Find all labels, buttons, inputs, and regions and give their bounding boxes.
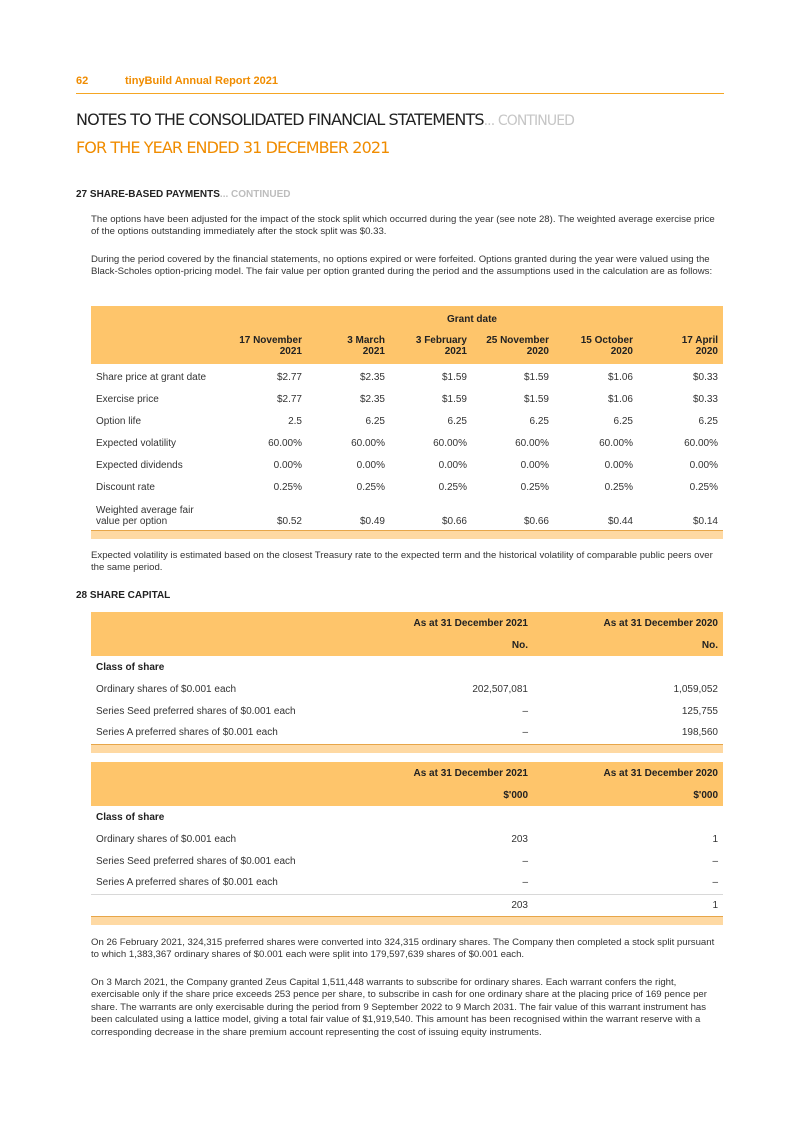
grant-date-header-row	[91, 306, 723, 328]
table-cell: 60.00%	[684, 438, 718, 449]
total-row	[91, 894, 723, 916]
table-cell: 0.00%	[604, 460, 633, 471]
row-label	[91, 452, 221, 474]
grant-date-group-header: Grant date	[446, 313, 497, 325]
table-cell: 6.25	[447, 416, 467, 427]
table-cell: –	[712, 855, 718, 867]
table-cell: $0.33	[692, 372, 718, 383]
column-header-line: 2020	[695, 346, 718, 357]
table-cell: 60.00%	[268, 438, 302, 449]
table-cell: –	[522, 877, 528, 889]
section-27-paragraph-1: The options have been adjusted for the impact of the stock split which occurred during the year (see note 28). The weighted average exercise price of the options outstanding immediately after the stock split was $0.33.	[91, 214, 715, 238]
share-capital-unit-row	[91, 634, 723, 656]
table-cell: 203	[511, 833, 528, 845]
section-27-note: Expected volatility is estimated based on the closest Treasury rate to the expected term and the historical volatility of comparable public peers over the same period.	[91, 550, 713, 574]
section-28-heading: 28 SHARE CAPITAL	[76, 590, 171, 601]
grant-date-column-header	[554, 328, 638, 364]
unit-header-2021: $'000	[503, 789, 528, 801]
table-footer-band	[91, 530, 723, 539]
report-title: tinyBuild Annual Report 2021	[125, 75, 279, 87]
row-label	[91, 364, 221, 386]
page-subtitle: FOR THE YEAR ENDED 31 DECEMBER 2021	[76, 138, 390, 157]
table-row	[91, 678, 723, 700]
table-cell: 0.25%	[520, 482, 549, 493]
grant-date-column-header	[638, 328, 723, 364]
table-cell: 6.25	[613, 416, 633, 427]
table-footer-band	[91, 744, 723, 753]
row-label-line: value per option	[96, 515, 168, 527]
section-28-paragraph-1: On 26 February 2021, 324,315 preferred shares were converted into 324,315 ordinary shares. The Company then completed a stock split pursuant to which 1,383,367 ordinary shares of $0.001 each were split into 179,597,639 shares of $0.001 each.	[91, 937, 715, 961]
table-cell: $2.35	[359, 372, 385, 383]
table-row	[91, 850, 723, 872]
table-cell: $1.59	[523, 394, 549, 405]
column-header-line: 2020	[610, 346, 633, 357]
class-of-share-label: Class of share	[96, 661, 165, 673]
table-cell: 0.00%	[689, 460, 718, 471]
column-header-line: 3 February	[415, 335, 467, 346]
table-cell: $1.59	[441, 394, 467, 405]
row-label: Ordinary shares of $0.001 each	[96, 833, 237, 845]
table-cell: 6.25	[365, 416, 385, 427]
table-cell: $2.77	[276, 372, 302, 383]
total-2020: 1	[533, 894, 723, 916]
section-27-paragraph-2: During the period covered by the financial statements, no options expired or were forfeited. Options granted during the year were valued using the Black-Scholes option-pricing model. The fair value per option granted during the period and the assumptions used in the calculation are as follows:	[91, 254, 713, 278]
class-of-share-row	[91, 656, 723, 678]
share-capital-number-table	[91, 612, 723, 753]
table-cell: 60.00%	[515, 438, 549, 449]
table-footer-band	[91, 916, 723, 925]
table-row	[91, 364, 723, 386]
table-cell: 0.00%	[438, 460, 467, 471]
row-label	[91, 386, 221, 408]
class-of-share-label: Class of share	[96, 811, 165, 823]
table-cell: $0.49	[359, 515, 385, 527]
table-cell: 0.25%	[689, 482, 718, 493]
table-cell: 0.00%	[520, 460, 549, 471]
column-header-line: 15 October	[580, 335, 633, 346]
section-27-heading	[76, 189, 290, 200]
table-row	[91, 496, 723, 530]
table-cell: –	[712, 877, 718, 889]
section-28-paragraph-2: On 3 March 2021, the Company granted Zeus Capital 1,511,448 warrants to subscribe for ordinary shares. Each warrant confers the right, exercisable only if the share price exceeds 253 pence per share, to subscribe in cash for one ordinary share at the placing price of 169 pence per share. The warrants are only exercisable during the period from 9 September 2022 to 9 March 2031. The fair value of this warrant instrument has been calculated using a lattice model, giving a total fair value of $1,919,540. This amount has been recognised within the warrant reserve with a corresponding decrease in the share premium account representing the cost of issuing equity instruments.	[91, 977, 707, 1038]
table-cell: 125,755	[681, 705, 718, 717]
table-row	[91, 872, 723, 894]
table-row	[91, 430, 723, 452]
table-cell: $0.52	[276, 515, 302, 527]
unit-header-2020: No.	[701, 639, 718, 651]
row-label-line: Exercise price	[96, 394, 159, 405]
grant-date-columns-row	[91, 328, 723, 364]
row-label-line: Share price at grant date	[96, 372, 207, 383]
table-cell: $0.66	[523, 515, 549, 527]
unit-header-2020: $'000	[693, 789, 718, 801]
grant-date-table	[91, 306, 723, 539]
table-cell: $2.77	[276, 394, 302, 405]
total-2021: 203	[373, 894, 533, 916]
page-header	[76, 72, 724, 94]
table-cell: $0.33	[692, 394, 718, 405]
table-row	[91, 700, 723, 722]
column-header-line: 2021	[362, 346, 385, 357]
share-capital-header-row	[91, 612, 723, 634]
row-label: Series A preferred shares of $0.001 each	[96, 877, 278, 889]
row-label-line: Expected dividends	[96, 460, 183, 471]
row-label	[91, 496, 221, 530]
share-capital-header-row	[91, 762, 723, 784]
class-of-share-row	[91, 806, 723, 828]
row-label: Series Seed preferred shares of $0.001 each	[96, 855, 296, 867]
column-header-line: 3 March	[347, 335, 385, 346]
table-cell: 2.5	[288, 416, 302, 427]
col-header-2021: As at 31 December 2021	[413, 767, 528, 779]
col-header-2020: As at 31 December 2020	[603, 767, 718, 779]
table-cell: 6.25	[529, 416, 549, 427]
table-cell: $1.59	[441, 372, 467, 383]
page-title-continued: ... CONTINUED	[483, 113, 575, 129]
row-label	[91, 408, 221, 430]
table-row	[91, 474, 723, 496]
table-cell: $1.06	[607, 394, 633, 405]
table-cell: 0.25%	[273, 482, 302, 493]
row-label: Series Seed preferred shares of $0.001 each	[96, 705, 296, 717]
section-27-continued: ... CONTINUED	[219, 189, 291, 200]
grant-date-column-header	[390, 328, 472, 364]
table-cell: $0.44	[607, 515, 633, 527]
row-label	[91, 430, 221, 452]
table-cell: –	[522, 727, 528, 739]
page-number: 62	[76, 75, 89, 87]
share-capital-unit-row	[91, 784, 723, 806]
unit-header-2021: No.	[511, 639, 528, 651]
table-cell: $0.14	[692, 515, 718, 527]
table-cell: 0.25%	[438, 482, 467, 493]
table-cell: $1.06	[607, 372, 633, 383]
table-cell: $0.66	[441, 515, 467, 527]
column-header-line: 2021	[279, 346, 302, 357]
col-header-2021: As at 31 December 2021	[413, 617, 528, 629]
table-row	[91, 828, 723, 850]
table-cell: 60.00%	[433, 438, 467, 449]
column-header-line: 17 November	[239, 335, 302, 346]
table-cell: –	[522, 705, 528, 717]
page-title	[76, 110, 574, 129]
table-cell: –	[522, 855, 528, 867]
table-row	[91, 722, 723, 744]
table-row	[91, 408, 723, 430]
page-title-text: NOTES TO THE CONSOLIDATED FINANCIAL STATEMENTS	[76, 110, 484, 129]
row-label	[91, 474, 221, 496]
section-27-title: 27 SHARE-BASED PAYMENTS	[76, 189, 220, 200]
column-header-line: 2020	[526, 346, 549, 357]
table-cell: 0.25%	[604, 482, 633, 493]
col-header-2020: As at 31 December 2020	[603, 617, 718, 629]
column-header-line: 25 November	[486, 335, 549, 346]
table-cell: 1	[712, 833, 718, 845]
share-capital-value-table	[91, 762, 723, 925]
table-row	[91, 452, 723, 474]
grant-date-column-header	[472, 328, 554, 364]
table-row	[91, 386, 723, 408]
column-header-line: 17 April	[681, 335, 718, 346]
table-cell: 60.00%	[599, 438, 633, 449]
grant-date-column-header	[221, 328, 307, 364]
grant-date-column-header	[307, 328, 390, 364]
row-label-line: Discount rate	[96, 482, 155, 493]
table-cell: 198,560	[681, 727, 718, 739]
row-label: Ordinary shares of $0.001 each	[96, 683, 237, 695]
table-cell: 1,059,052	[673, 683, 718, 695]
table-cell: $1.59	[523, 372, 549, 383]
table-cell: 0.00%	[356, 460, 385, 471]
column-header-line: 2021	[444, 346, 467, 357]
table-cell: 202,507,081	[472, 683, 528, 695]
row-label-line: Expected volatility	[96, 438, 177, 449]
row-label: Series A preferred shares of $0.001 each	[96, 727, 278, 739]
row-label-line: Option life	[96, 416, 142, 427]
table-cell: $2.35	[359, 394, 385, 405]
table-cell: 60.00%	[351, 438, 385, 449]
table-cell: 0.25%	[356, 482, 385, 493]
table-cell: 6.25	[698, 416, 718, 427]
table-cell: 0.00%	[273, 460, 302, 471]
row-label-line: Weighted average fair	[96, 504, 194, 516]
